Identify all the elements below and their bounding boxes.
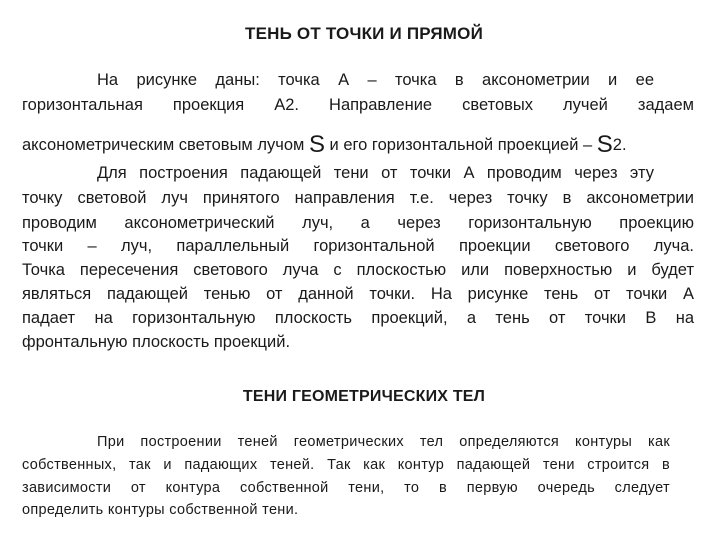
paragraph-3-line-4: определить контуры собственной тени. — [22, 502, 299, 518]
paragraph-2-line-8: фронтальную плоскость проекций. — [22, 333, 291, 351]
paragraph-3-line-3: зависимости от контура собственной тени, то в первую очередь следует — [22, 480, 670, 496]
paragraph-1-line-3-text-a: аксонометрическим световым лучом — [22, 136, 309, 154]
paragraph-1-line-3-text-b: и его горизонтальной проекцией – — [324, 136, 597, 154]
section-title-geometric-shadows: ТЕНИ ГЕОМЕТРИЧЕСКИХ ТЕЛ — [242, 388, 486, 405]
paragraph-2-line-2: точку световой луч принятого направления т.е. через точку в аксонометрии — [22, 189, 694, 207]
paragraph-2-line-4: точки – луч, параллельный горизонтальной проекции светового луча. — [22, 237, 694, 255]
paragraph-1-line-2: горизонтальная проекция А2. Направление световых лучей задаем — [22, 96, 694, 114]
paragraph-3-line-2: собственных, так и падающих теней. Так как контур падающей тени строится в — [22, 457, 670, 473]
paragraph-1-line-1: На рисунке даны: точка А – точка в аксонометрии и ее — [97, 71, 654, 89]
paragraph-1-line-3-text-c: 2. — [612, 136, 627, 154]
paragraph-1-line-3 — [22, 131, 694, 158]
symbol-s-light-ray: S — [308, 131, 325, 158]
paragraph-2-line-5: Точка пересечения светового луча с плоскостью или поверхностью и будет — [22, 261, 694, 279]
paragraph-3-line-1: При построении теней геометрических тел определяются контуры как — [97, 434, 670, 450]
symbol-s-projection: S — [596, 131, 613, 158]
paragraph-2-line-3: проводим аксонометрический луч, а через горизонтальную проекцию — [22, 214, 694, 232]
paragraph-2-line-1: Для построения падающей тени от точки А проводим через эту — [97, 164, 654, 182]
paragraph-2-line-7: падает на горизонтальную плоскость проекций, а тень от точки В на — [22, 309, 694, 327]
section-title-shadow-point-line: ТЕНЬ ОТ ТОЧКИ И ПРЯМОЙ — [244, 24, 484, 43]
paragraph-2-line-6: являться падающей тенью от данной точки. На рисунке тень от точки А — [22, 285, 694, 303]
